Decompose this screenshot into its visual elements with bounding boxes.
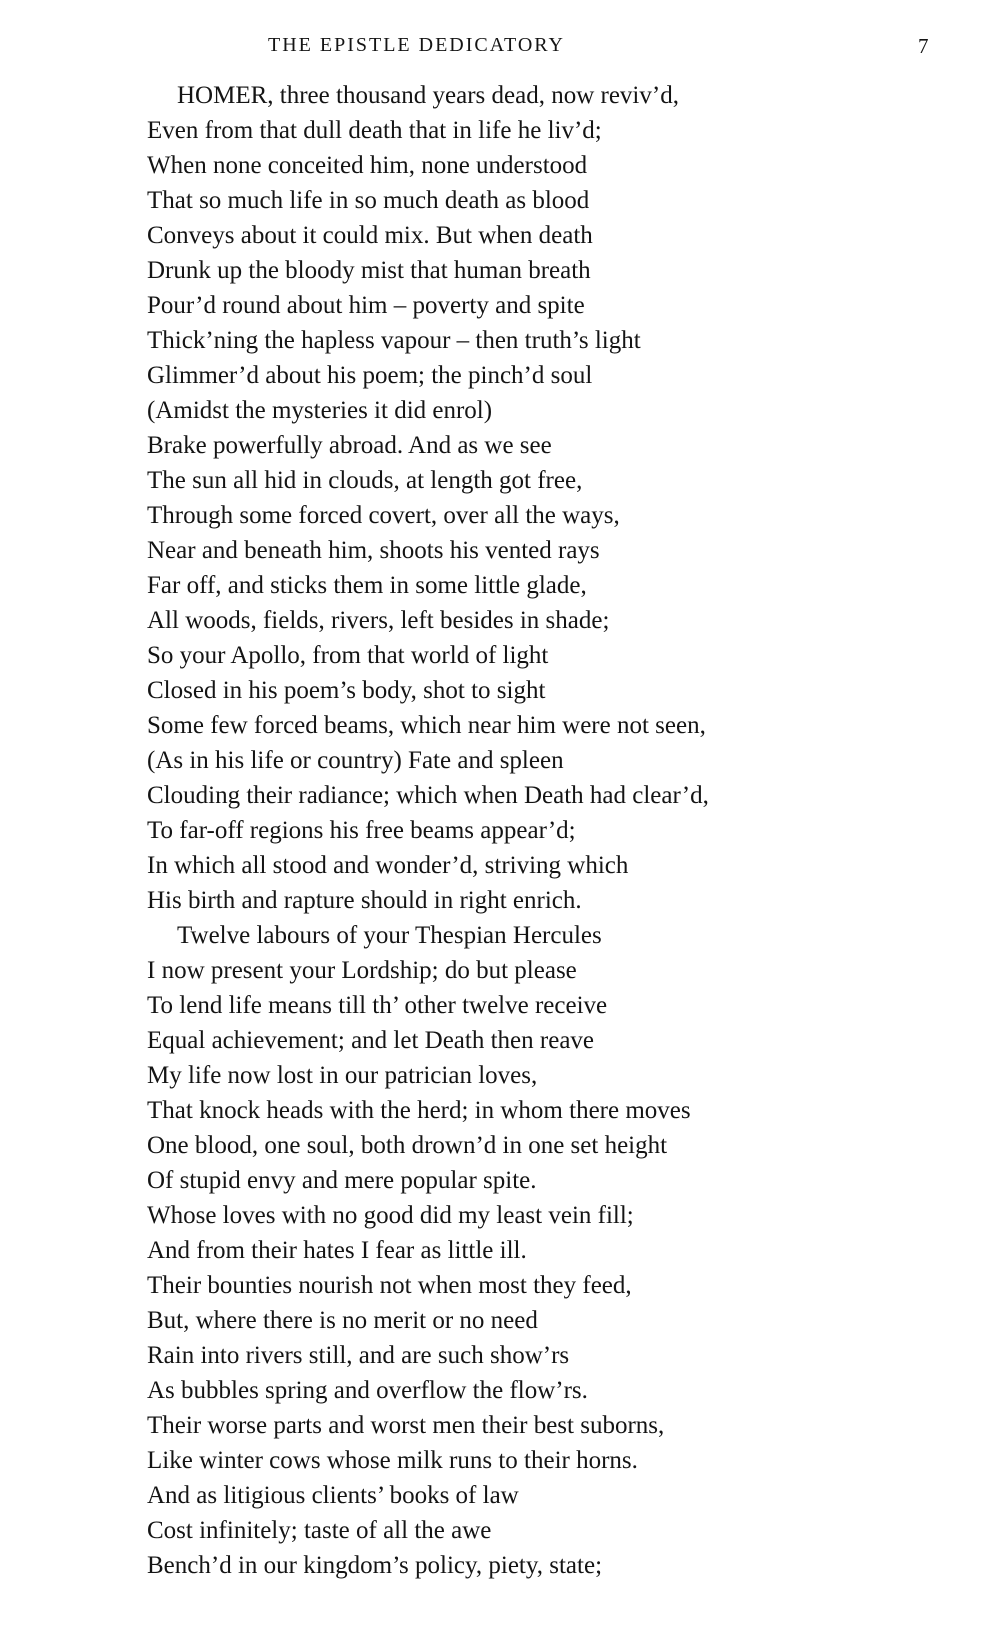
poem-line: And from their hates I fear as little ill. (147, 1237, 527, 1264)
poem-line: All woods, fields, rivers, left besides in shade; (147, 607, 610, 634)
poem-line: Cost infinitely; taste of all the awe (147, 1517, 492, 1544)
poem-line: Whose loves with no good did my least vein fill; (147, 1202, 634, 1229)
poem-line: Closed in his poem’s body, shot to sight (147, 677, 546, 704)
running-head (0, 34, 1000, 64)
poem-line: Far off, and sticks them in some little glade, (147, 572, 587, 599)
poem-line: Through some forced covert, over all the ways, (147, 502, 620, 529)
poem-line: But, where there is no merit or no need (147, 1307, 538, 1334)
poem-line: When none conceited him, none understood (147, 152, 588, 179)
poem-line: That so much life in so much death as blood (147, 187, 590, 214)
poem-line: Pour’d round about him – poverty and spite (147, 292, 585, 319)
poem-line: Conveys about it could mix. But when death (147, 222, 593, 249)
poem-text (147, 78, 967, 1583)
poem-line: Equal achievement; and let Death then reave (147, 1027, 595, 1054)
poem-line: (As in his life or country) Fate and spleen (147, 747, 564, 774)
poem-line: Rain into rivers still, and are such show’rs (147, 1342, 570, 1369)
poem-line: Even from that dull death that in life he liv’d; (147, 117, 602, 144)
poem-line: Like winter cows whose milk runs to their horns. (147, 1447, 638, 1474)
poem-line: Glimmer’d about his poem; the pinch’d soul (147, 362, 593, 389)
poem-line: Thick’ning the hapless vapour – then truth’s light (147, 327, 641, 354)
poem-line: Some few forced beams, which near him were not seen, (147, 712, 706, 739)
poem-line: Clouding their radiance; which when Death had clear’d, (147, 782, 709, 809)
poem-line: And as litigious clients’ books of law (147, 1482, 519, 1509)
poem-line: (Amidst the mysteries it did enrol) (147, 397, 493, 424)
poem-line: To far-off regions his free beams appear’d; (147, 817, 576, 844)
poem-line: As bubbles spring and overflow the flow’rs. (147, 1377, 588, 1404)
poem-line: In which all stood and wonder’d, striving which (147, 852, 629, 879)
poem-line: I now present your Lordship; do but please (147, 957, 577, 984)
poem-line: Their worse parts and worst men their best suborns, (147, 1412, 665, 1439)
poem-line: Near and beneath him, shoots his vented rays (147, 537, 600, 564)
poem-line: So your Apollo, from that world of light (147, 642, 549, 669)
poem-line: His birth and rapture should in right enrich. (147, 887, 582, 914)
poem-line: Brake powerfully abroad. And as we see (147, 432, 552, 459)
poem-line: Twelve labours of your Thespian Hercules (177, 922, 602, 949)
poem-line: That knock heads with the herd; in whom there moves (147, 1097, 691, 1124)
poem-line: One blood, one soul, both drown’d in one set height (147, 1132, 668, 1159)
poem-line: HOMER, three thousand years dead, now reviv’d, (177, 82, 679, 109)
page-number: 7 (918, 34, 929, 58)
poem-line: Drunk up the bloody mist that human breath (147, 257, 591, 284)
poem-line: My life now lost in our patrician loves, (147, 1062, 538, 1089)
poem-line: Bench’d in our kingdom’s policy, piety, state; (147, 1552, 603, 1579)
poem-line: To lend life means till th’ other twelve receive (147, 992, 608, 1019)
poem-line: The sun all hid in clouds, at length got free, (147, 467, 583, 494)
running-title: THE EPISTLE DEDICATORY (268, 34, 565, 56)
poem-line: Of stupid envy and mere popular spite. (147, 1167, 537, 1194)
poem-line: Their bounties nourish not when most they feed, (147, 1272, 632, 1299)
